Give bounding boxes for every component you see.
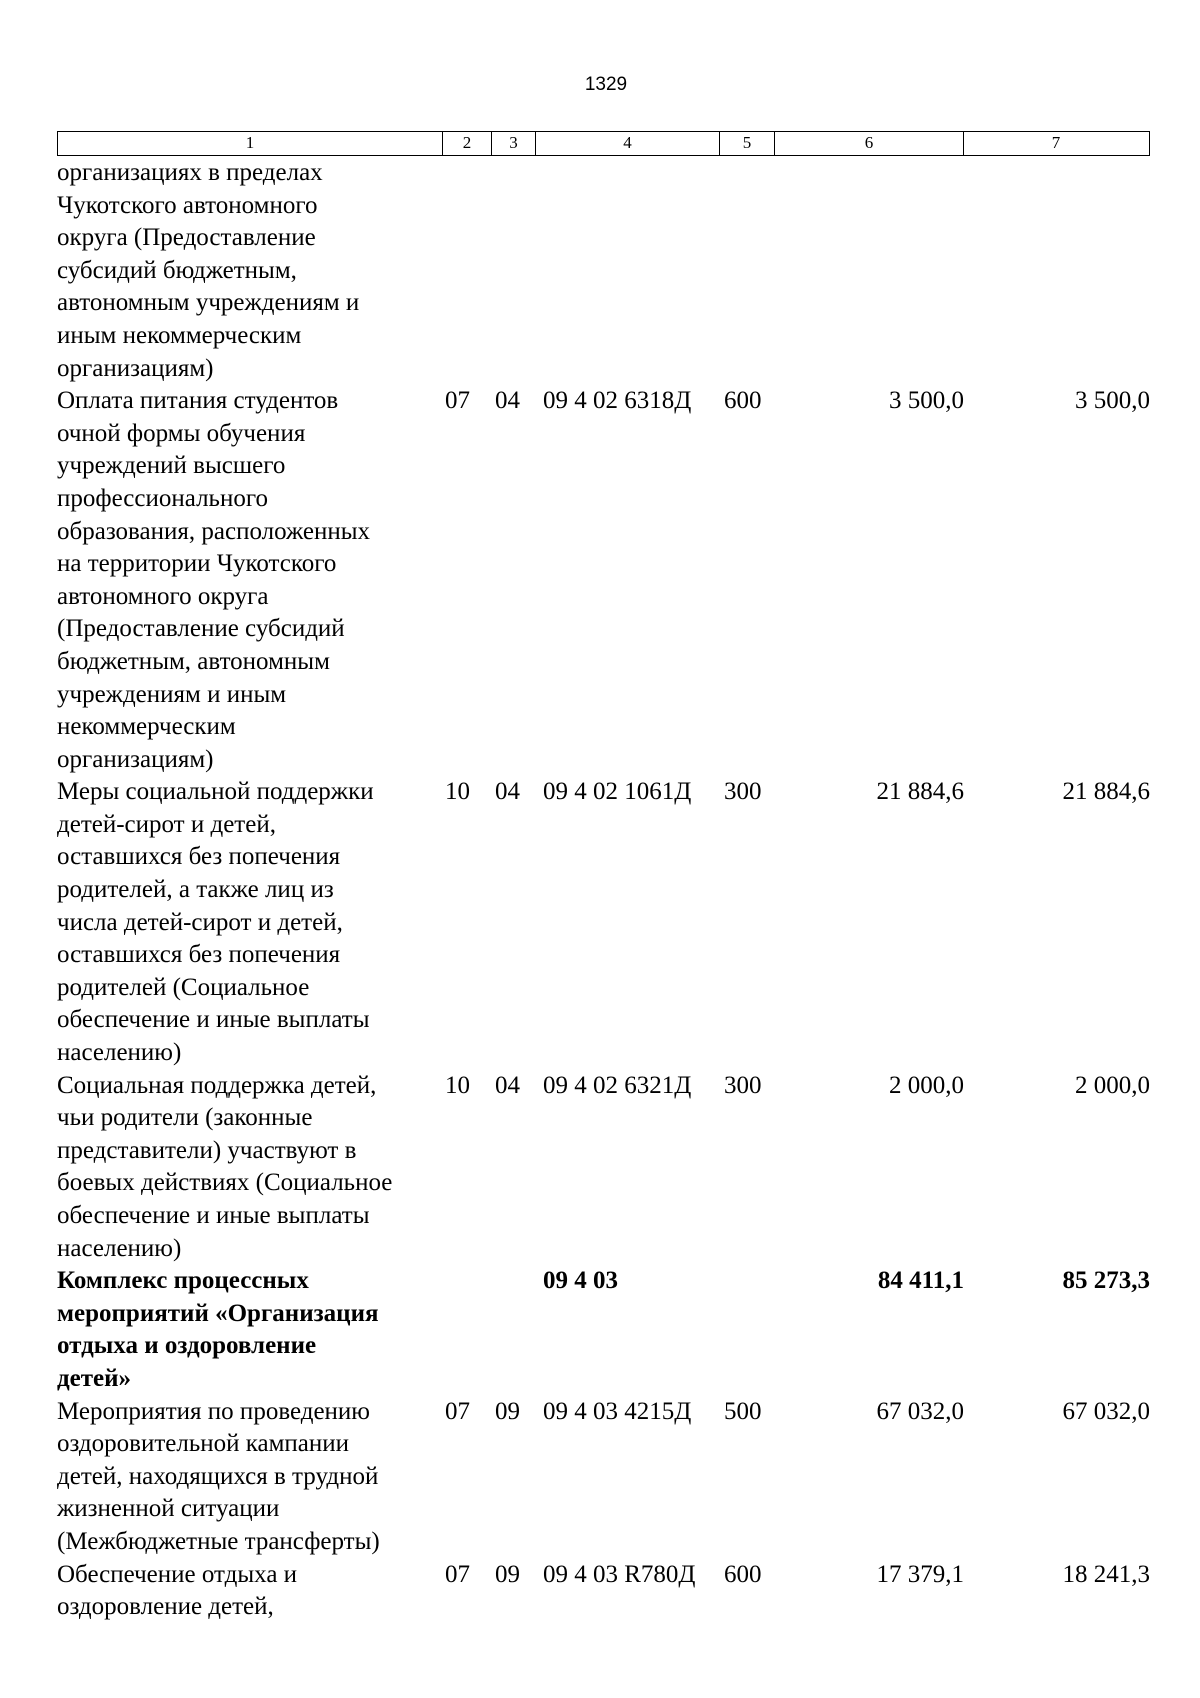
row-description [57, 1396, 441, 1559]
description-line: очной формы обучения [57, 419, 306, 447]
amount-year-2: 21 884,6 [1062, 778, 1150, 806]
description-line: автономного округа [57, 582, 269, 610]
amount-year-2: 67 032,0 [1062, 1397, 1150, 1425]
description-line: чьи родители (законные [57, 1104, 313, 1132]
row-description [57, 1559, 441, 1624]
section-code: 10 [445, 1071, 470, 1099]
description-line: некоммерческим [57, 713, 236, 741]
description-line: организациям) [57, 354, 214, 382]
description-line: (Предоставление субсидий [57, 615, 345, 643]
description-line: обеспечение и иные выплаты [57, 1202, 370, 1229]
table-row [57, 1559, 1150, 1624]
header-col-5: 5 [720, 132, 775, 155]
section-code [441, 157, 492, 385]
description-line: обеспечение и иные выплаты [57, 1006, 370, 1034]
description-line: автономным учреждениям и [57, 289, 360, 317]
description-line: представители) участвуют в [57, 1136, 357, 1164]
description-line: организациях в пределах [57, 159, 323, 186]
expense-type-code: 300 [724, 778, 762, 806]
subsection-code: 04 [495, 387, 520, 415]
section-code: 07 [445, 1397, 470, 1425]
amount-year-2: 2 000,0 [1075, 1071, 1150, 1099]
target-article-code: 09 4 03 R780Д [543, 1560, 696, 1588]
page-number: 1329 [584, 74, 628, 95]
description-line: Социальная поддержка детей, [57, 1071, 377, 1099]
subsection-code [492, 1265, 539, 1395]
expense-type-code: 500 [724, 1397, 762, 1425]
description-line: числа детей-сирот и детей, [57, 908, 343, 936]
description-line: Комплекс процессных [57, 1267, 309, 1295]
header-col-1: 1 [58, 132, 443, 155]
description-line: иным некоммерческим [57, 321, 302, 349]
amount-year-2 [966, 157, 1150, 385]
description-line: оздоровительной кампании [57, 1430, 350, 1458]
subsection-code: 04 [495, 1071, 520, 1099]
description-line: Меры социальной поддержки [57, 778, 374, 806]
description-line: родителей, а также лиц из [57, 876, 334, 904]
description-line: субсидий бюджетным, [57, 256, 297, 284]
target-article-code [539, 157, 724, 385]
amount-year-1: 3 500,0 [889, 387, 964, 415]
amount-year-1: 84 411,1 [877, 1267, 964, 1295]
table-row [57, 385, 1150, 776]
description-line: Оплата питания студентов [57, 387, 339, 415]
description-line: жизненной ситуации [57, 1495, 280, 1523]
description-line: населению) [57, 1039, 182, 1067]
description-line: мероприятий «Организация [57, 1299, 379, 1327]
expense-type-code [724, 157, 780, 385]
header-col-2: 2 [443, 132, 492, 155]
description-line: учреждениям и иным [57, 680, 287, 708]
target-article-code: 09 4 02 1061Д [543, 778, 692, 806]
amount-year-2: 18 241,3 [1062, 1560, 1150, 1588]
subsection-code [492, 157, 539, 385]
description-line: детей» [57, 1364, 132, 1392]
target-article-code: 09 4 02 6318Д [543, 387, 692, 415]
section-code: 07 [445, 387, 470, 415]
amount-year-1: 21 884,6 [876, 778, 964, 806]
description-line: Мероприятия по проведению [57, 1397, 370, 1425]
row-description [57, 385, 441, 776]
description-line: (Межбюджетные трансферты) [57, 1527, 380, 1555]
row-description [57, 776, 441, 1069]
description-line: боевых действиях (Социальное [57, 1169, 393, 1197]
amount-year-1: 2 000,0 [889, 1071, 964, 1099]
table-row [57, 776, 1150, 1069]
table-row [57, 157, 1150, 385]
description-line: детей, находящихся в трудной [57, 1462, 379, 1490]
description-line: учреждений высшего [57, 452, 286, 480]
description-line: Чукотского автономного [57, 191, 318, 219]
header-col-6: 6 [775, 132, 964, 155]
description-line: на территории Чукотского [57, 550, 337, 578]
expense-type-code: 600 [724, 1560, 762, 1588]
amount-year-1 [780, 157, 966, 385]
description-line: отдыха и оздоровление [57, 1332, 317, 1360]
row-description [57, 1070, 441, 1266]
section-code [441, 1265, 492, 1395]
subsection-code: 04 [495, 778, 520, 806]
subsection-code: 09 [495, 1560, 520, 1588]
expense-type-code: 600 [724, 387, 762, 415]
header-col-3: 3 [492, 132, 536, 155]
description-line: детей-сирот и детей, [57, 810, 276, 838]
target-article-code: 09 4 02 6321Д [543, 1071, 692, 1099]
row-description [57, 1265, 441, 1395]
expense-type-code: 300 [724, 1071, 762, 1099]
description-line: бюджетным, автономным [57, 647, 330, 675]
amount-year-1: 17 379,1 [876, 1560, 964, 1588]
section-code: 07 [445, 1560, 470, 1588]
description-line: образования, расположенных [57, 517, 371, 545]
subsection-code: 09 [495, 1397, 520, 1425]
amount-year-2: 85 273,3 [1062, 1267, 1150, 1295]
description-line: населению) [57, 1234, 182, 1262]
description-line: профессионального [57, 484, 268, 512]
description-line: родителей (Социальное [57, 973, 310, 1001]
description-line: организациям) [57, 745, 214, 773]
amount-year-1: 67 032,0 [876, 1397, 964, 1425]
table-body [57, 157, 1150, 1624]
description-line: оздоровление детей, [57, 1593, 274, 1621]
description-line: оставшихся без попечения [57, 941, 341, 969]
table-header [57, 131, 1150, 156]
expense-type-code [724, 1265, 780, 1395]
table-row [57, 1070, 1150, 1266]
amount-year-2: 3 500,0 [1075, 387, 1150, 415]
target-article-code: 09 4 03 4215Д [543, 1397, 692, 1425]
row-description [57, 157, 441, 385]
header-col-7: 7 [1051, 133, 1061, 152]
description-line: Обеспечение отдыха и [57, 1560, 298, 1588]
description-line: округа (Предоставление [57, 224, 316, 252]
table-row [57, 1396, 1150, 1559]
table-row [57, 1265, 1150, 1395]
description-line: оставшихся без попечения [57, 843, 341, 871]
target-article-code: 09 4 03 [543, 1267, 618, 1295]
header-col-4: 4 [536, 132, 720, 155]
section-code: 10 [445, 778, 470, 806]
